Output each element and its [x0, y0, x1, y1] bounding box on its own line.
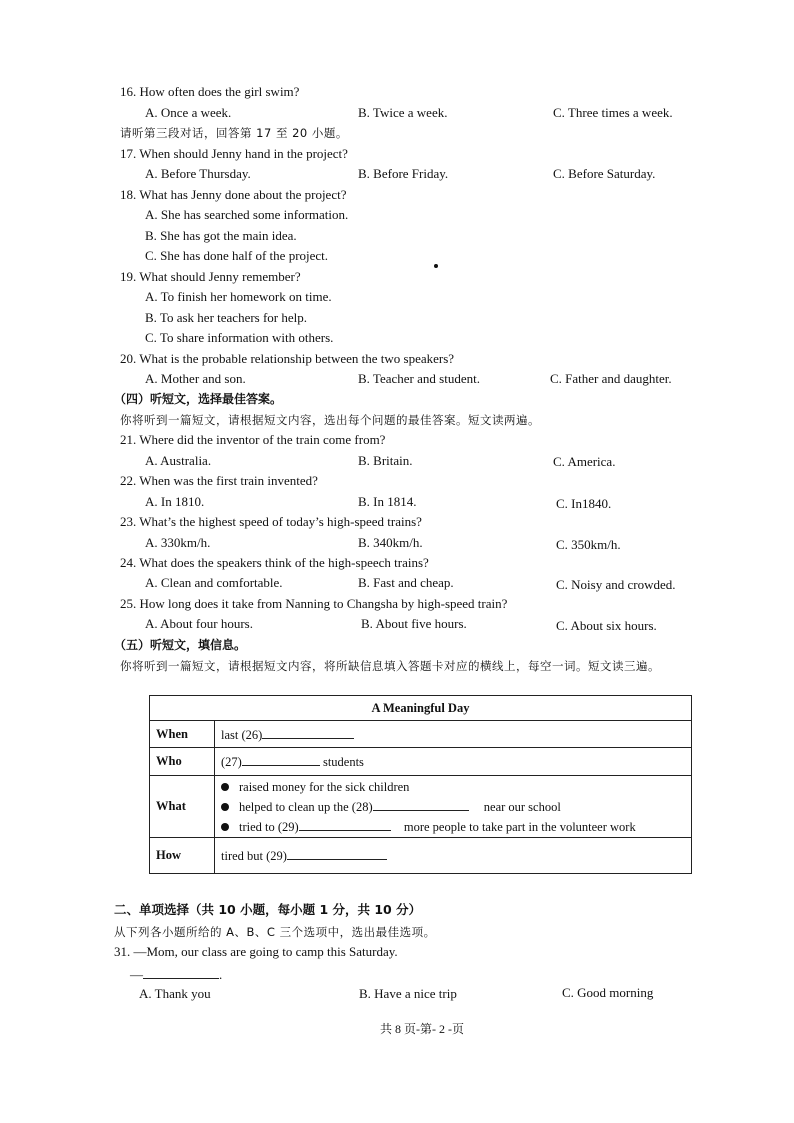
question-22-stem: 22. When was the first train invented?: [120, 473, 318, 488]
what-item-3: [221, 817, 685, 837]
blank-31[interactable]: [143, 966, 219, 979]
q17-option-a: A. Before Thursday.: [145, 166, 251, 181]
blank-26[interactable]: [262, 726, 354, 739]
blank-29b[interactable]: [287, 847, 387, 860]
stray-dot: [434, 264, 438, 268]
section-4-instruction: 你将听到一篇短文，请根据短文内容，选出每个问题的最佳答案。短文读两遍。: [120, 413, 540, 427]
question-24-stem: 24. What does the speakers think of the high-speech trains?: [120, 555, 429, 570]
question-31-stem: 31. —Mom, our class are going to camp this Saturday.: [114, 944, 398, 959]
q31-reply-period: .: [219, 967, 223, 982]
q23-option-c: C. 350km/h.: [556, 537, 621, 552]
q20-option-a: A. Mother and son.: [145, 371, 246, 386]
who-pre: (27): [221, 755, 242, 769]
q24-option-a: A. Clean and comfortable.: [145, 575, 283, 590]
q16-option-c: C. Three times a week.: [553, 105, 673, 120]
q31-reply: [130, 966, 222, 983]
q22-option-b: B. In 1814.: [358, 494, 417, 509]
question-18-stem: 18. What has Jenny done about the project?: [120, 187, 347, 202]
what-item-1-text: raised money for the sick children: [239, 779, 410, 794]
question-21-stem: 21. Where did the inventor of the train come from?: [120, 432, 386, 447]
blank-27[interactable]: [242, 753, 320, 766]
question-19-stem: 19. What should Jenny remember?: [120, 269, 301, 284]
q24-option-c: C. Noisy and crowded.: [556, 577, 676, 592]
who-post: students: [322, 755, 364, 769]
q21-option-a: A. Australia.: [145, 453, 212, 468]
q25-option-b: B. About five hours.: [361, 616, 467, 631]
question-17-stem: 17. When should Jenny hand in the project?: [120, 146, 348, 161]
what-item-3-pre: tried to (29): [239, 819, 299, 834]
q31-option-a: A. Thank you: [139, 986, 211, 1001]
q22-option-a: A. In 1810.: [145, 494, 205, 509]
page-footer: 共 8 页-第- 2 -页: [380, 1022, 464, 1036]
row-label-how: How: [150, 838, 215, 874]
section-5-instruction: 你将听到一篇短文，请根据短文内容，将所缺信息填入答题卡对应的横线上，每空一词。短文读三遍。: [120, 659, 660, 673]
q16-option-b: B. Twice a week.: [358, 105, 448, 120]
q18-option-c: C. She has done half of the project.: [145, 248, 329, 263]
row-label-what: What: [150, 776, 215, 838]
bullet-icon: [221, 783, 229, 791]
q21-option-c: C. America.: [553, 454, 616, 469]
q23-option-b: B. 340km/h.: [358, 535, 423, 550]
bullet-icon: [221, 803, 229, 811]
row-what-content: [215, 776, 692, 838]
q18-option-a: A. She has searched some information.: [145, 207, 349, 222]
question-23-stem: 23. What’s the highest speed of today’s high-speed trains?: [120, 514, 422, 529]
question-25-stem: 25. How long does it take from Nanning to Changsha by high-speed train?: [120, 596, 508, 611]
bullet-icon: [221, 823, 229, 831]
blank-28[interactable]: [373, 798, 469, 811]
what-item-2-post: near our school: [483, 799, 561, 814]
q25-option-a: A. About four hours.: [145, 616, 253, 631]
what-item-1: [221, 777, 685, 797]
q22-option-c: C. In1840.: [556, 496, 612, 511]
q17-option-b: B. Before Friday.: [358, 166, 449, 181]
what-item-2: [221, 797, 685, 817]
what-item-2-pre: helped to clean up the (28): [239, 799, 373, 814]
row-label-who: Who: [150, 748, 215, 776]
table-title: A Meaningful Day: [150, 696, 692, 721]
q21-option-b: B. Britain.: [358, 453, 413, 468]
q20-option-b: B. Teacher and student.: [358, 371, 480, 386]
q31-reply-dash: —: [130, 967, 143, 982]
q19-option-a: A. To finish her homework on time.: [145, 289, 332, 304]
row-who-content: [215, 748, 692, 776]
q20-option-c: C. Father and daughter.: [550, 371, 672, 386]
q31-option-c: C. Good morning: [562, 985, 654, 1000]
q31-option-b: B. Have a nice trip: [359, 986, 457, 1001]
question-20-stem: 20. What is the probable relationship between the two speakers?: [120, 351, 455, 366]
q25-option-c: C. About six hours.: [556, 618, 657, 633]
q24-option-b: B. Fast and cheap.: [358, 575, 454, 590]
what-item-3-post: more people to take part in the volunteer work: [403, 819, 636, 834]
part-2-title: 二、单项选择（共 10 小题，每小题 1 分，共 10 分）: [114, 902, 422, 917]
q17-option-c: C. Before Saturday.: [553, 166, 656, 181]
part-2-instruction: 从下列各小题所给的 A、B、C 三个选项中，选出最佳选项。: [114, 925, 436, 939]
when-text: last (26): [221, 727, 263, 742]
section-4-title: （四）听短文，选择最佳答案。: [114, 392, 283, 406]
q16-option-a: A. Once a week.: [145, 105, 232, 120]
row-how-content: [215, 838, 692, 874]
row-label-when: When: [150, 721, 215, 748]
meaningful-day-table: [149, 695, 692, 874]
blank-29a[interactable]: [299, 818, 391, 831]
q18-option-b: B. She has got the main idea.: [145, 228, 297, 243]
q23-option-a: A. 330km/h.: [145, 535, 211, 550]
q19-option-c: C. To share information with others.: [145, 330, 334, 345]
section-5-title: （五）听短文，填信息。: [114, 638, 247, 652]
dialogue-3-instruction: 请听第三段对话，回答第 17 至 20 小题。: [120, 126, 348, 140]
how-text: tired but (29): [221, 849, 287, 863]
question-16-stem: 16. How often does the girl swim?: [120, 84, 300, 99]
q19-option-b: B. To ask her teachers for help.: [145, 310, 308, 325]
row-when-content: [215, 721, 692, 748]
